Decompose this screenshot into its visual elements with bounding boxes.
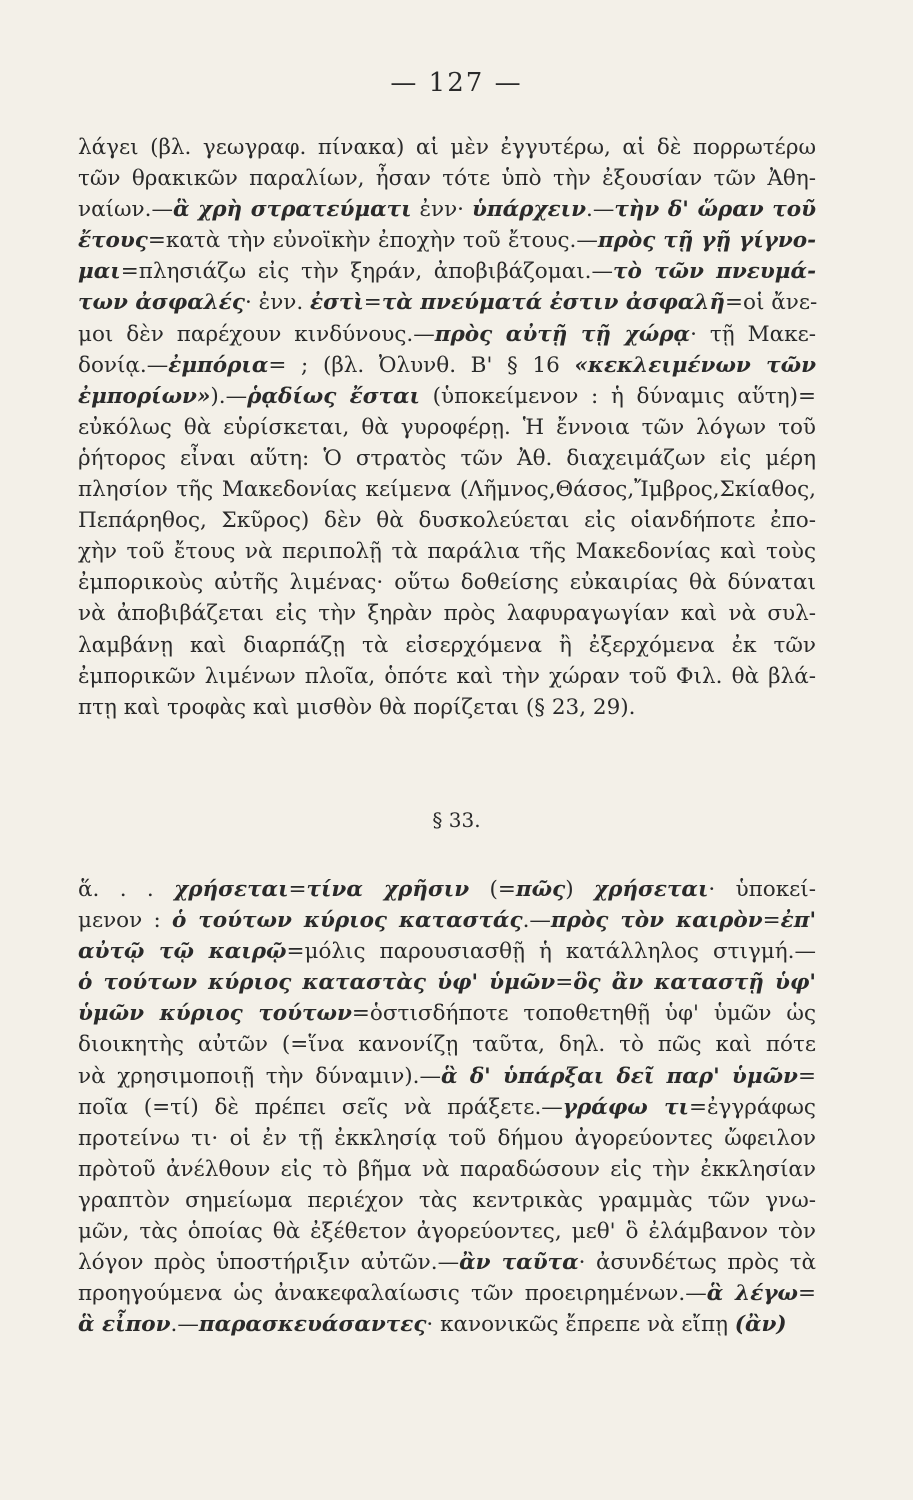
text-run: .— [170, 1312, 199, 1338]
lemma-term: (ἂν) [734, 1312, 787, 1338]
text-line [78, 598, 816, 629]
lemma-term: ἐστὶ [310, 290, 364, 316]
text-line [78, 381, 816, 412]
text-line [78, 967, 816, 998]
lemma-term: ἂν ταῦτα [459, 1250, 579, 1276]
lemma-term: των ἀσφαλές [78, 290, 245, 316]
commentary-paragraph-2 [78, 874, 816, 1340]
text-line [78, 256, 816, 287]
page-number: — 127 — [390, 68, 523, 98]
text-line [78, 474, 816, 505]
text-line [78, 874, 816, 905]
text-line [78, 998, 816, 1029]
text-run: .— [585, 197, 615, 223]
text-run: =πλησιάζω εἰς τὴν ξηράν, ἀποβιβάζομαι.— [120, 259, 614, 285]
text-line [78, 1154, 816, 1185]
text-run: · κανονικῶς ἔπρεπε νὰ εἴπῃ [426, 1312, 735, 1338]
text-line [78, 567, 816, 598]
lemma-term: πῶς [515, 877, 566, 902]
lemma-term: πρὸς τῇ γῇ γίγνο- [597, 228, 816, 254]
text-run: = ; (βλ. Ὀλυνθ. Β' § 16 [268, 352, 575, 378]
text-run: ἐμπορικῶν λιμένων πλοῖα, ὁπότε καὶ τὴν χώραν τοῦ Φιλ. θὰ βλά- [78, 663, 816, 689]
text-line [78, 1309, 816, 1340]
lemma-term: ὃς ἂν καταστῇ ὑφ' [573, 970, 816, 996]
text-line [78, 132, 816, 163]
text-run: χὴν τοῦ ἔτους νὰ περιπολῇ τὰ παράλια τῆς Μακεδονίας καὶ τοὺς [78, 539, 816, 565]
lemma-term: χρήσεται [593, 877, 709, 902]
text-run: = [798, 1281, 817, 1307]
text-run: = [363, 290, 382, 316]
text-run: ποῖα (=τί) δὲ πρέπει σεῖς νὰ πράξετε.— [78, 1094, 563, 1120]
text-run: = [555, 970, 574, 996]
lemma-term: ἃ χρὴ στρατεύματι [172, 197, 412, 223]
text-run: · ἀσυνδέτως πρὸς τὰ [578, 1250, 816, 1276]
text-run: ἐνν· [411, 197, 472, 223]
text-run: ).— [210, 383, 248, 409]
text-run: λάγει (βλ. γεωγραφ. πίνακα) αἱ μὲν ἐγγυτέρω, αἱ δὲ πορρωτέρω [78, 135, 816, 160]
text-line [78, 319, 816, 350]
text-line [78, 505, 816, 536]
text-run: ναίων.— [78, 197, 173, 223]
text-run: γραπτὸν σημείωμα περιέχον τὰς κεντρικὰς γραμμὰς τῶν γνω- [78, 1187, 816, 1213]
lemma-term: μαι [78, 259, 121, 285]
text-run: · ἐνν. [244, 290, 310, 316]
text-run: Πεπάρηθος, Σκῦρος) δὲν θὰ δυσκολεύεται εἰς οἱανδήποτε ἐπο- [78, 508, 816, 534]
text-run: διοικητὴς αὐτῶν (=ἵνα κανονίζῃ ταῦτα, δηλ. τὸ πῶς καὶ πότε [78, 1032, 816, 1058]
lemma-term: ὑπάρχειν [471, 197, 586, 223]
text-run: = [288, 877, 307, 902]
text-run: =ὁστισδήποτε τοποθετηθῇ ὑφ' ὑμῶν ὡς [351, 1001, 816, 1027]
lemma-term: τὴν δ' ὥραν τοῦ [614, 197, 816, 223]
text-line [78, 692, 816, 723]
text-run: πρὸτοῦ ἀνέλθουν εἰς τὸ βῆμα νὰ παραδώσουν εἰς τὴν ἐκκλησίαν [78, 1156, 816, 1182]
text-run: =οἱ ἄνε- [725, 290, 818, 316]
text-run: =μόλις παρουσιασθῇ ἡ κατάλληλος στιγμή.— [286, 939, 816, 965]
text-line [78, 536, 816, 567]
text-run: ἅ. . . [78, 877, 175, 902]
text-line [78, 905, 816, 936]
text-line [78, 163, 816, 194]
lemma-term: ἐπ' [780, 908, 817, 934]
text-run: ῥήτορος εἶναι αὕτη: Ὁ στρατὸς τῶν Ἀθ. διαχειμάζων εἰς μέρη [78, 445, 816, 471]
text-run: =ἐγγράφως [688, 1094, 816, 1120]
lemma-term: ἃ εἶπον [78, 1312, 171, 1338]
text-run: μενον : [78, 908, 173, 934]
lemma-term: πρὸς τὸν καιρὸν [550, 908, 763, 934]
commentary-paragraph-1 [78, 132, 816, 723]
text-line [78, 287, 816, 318]
lemma-term: ἃ λέγω [706, 1281, 798, 1307]
lemma-term: πρὸς αὐτῇ τῇ χώρᾳ [434, 321, 691, 347]
text-run: .— [522, 908, 551, 934]
text-line [78, 1216, 816, 1247]
lemma-term: ἐμπόρια [168, 352, 269, 378]
text-line [78, 661, 816, 692]
lemma-term: «κεκλειμένων τῶν [574, 352, 816, 378]
text-line [78, 1123, 816, 1154]
text-line [78, 1092, 816, 1123]
text-line [78, 350, 816, 381]
lemma-term: ἐμπορίων» [78, 383, 211, 409]
text-run: ) [565, 877, 594, 902]
text-run: προηγούμενα ὡς ἀνακεφαλαίωσις τῶν προειρημένων.— [78, 1281, 707, 1307]
text-run: (= [469, 877, 516, 902]
text-run: μοι δὲν παρέχουν κινδύνους.— [78, 321, 435, 347]
lemma-term: ἔτους [78, 228, 148, 254]
text-run: λόγον πρὸς ὑποστήριξιν αὐτῶν.— [78, 1250, 460, 1276]
lemma-term: χρήσεται [174, 877, 289, 902]
text-line [78, 1029, 816, 1060]
lemma-term: τὰ πνεύματά ἐστιν ἀσφαλῆ [381, 290, 726, 316]
text-line [78, 1247, 816, 1278]
text-run: τῶν θρακικῶν παραλίων, ἦσαν τότε ὑπὸ τὴν ἐξουσίαν τῶν Ἀθη- [78, 166, 816, 192]
text-run: · τῇ Μακε- [690, 321, 816, 347]
text-run: λαμβάνῃ καὶ διαρπάζῃ τὰ εἰσερχόμενα ἢ ἐξερχόμενα ἐκ τῶν [78, 632, 816, 658]
lemma-term: ὁ τούτων κύριος καταστάς [172, 908, 523, 934]
text-line [78, 936, 816, 967]
text-run: νὰ χρησιμοποιῇ τὴν δύναμιν).— [78, 1063, 442, 1089]
lemma-term: γράφω τι [562, 1094, 689, 1120]
lemma-term: τὸ τῶν πνευμά- [613, 259, 817, 285]
lemma-term: ἃ δ' ὑπάρξαι δεῖ παρ' ὑμῶν [441, 1063, 798, 1089]
text-line [78, 1185, 816, 1216]
text-run: πτῃ καὶ τροφὰς καὶ μισθὸν θὰ πορίζεται (§ 23, 29). [78, 694, 636, 720]
text-line [78, 443, 816, 474]
text-run: (ὑποκείμενον : ἡ δύναμις αὕτη)= [419, 383, 816, 409]
text-run: ἐμπορικοὺς αὐτῆς λιμένας· οὕτω δοθείσης εὐκαιρίας θὰ δύναται [78, 570, 816, 596]
text-run: εὐκόλως θὰ εὑρίσκεται, θὰ γυροφέρῃ. Ἡ ἔννοια τῶν λόγων τοῦ [78, 414, 816, 440]
text-run: = [762, 908, 781, 934]
lemma-term: παρασκευάσαντες [198, 1312, 427, 1338]
lemma-term: ὁ τούτων κύριος καταστὰς ὑφ' ὑμῶν [78, 970, 556, 996]
text-run: μῶν, τὰς ὁποίας θὰ ἐξέθετον ἀγορεύοντες, μεθ' ὃ ἐλάμβανον τὸν [78, 1219, 816, 1245]
text-run: νὰ ἀποβιβάζεται εἰς τὴν ξηρὰν πρὸς λαφυραγωγίαν καὶ νὰ συλ- [78, 601, 816, 627]
text-line [78, 1278, 816, 1309]
text-line [78, 412, 816, 443]
text-run: προτείνω τι· οἱ ἐν τῇ ἐκκλησίᾳ τοῦ δήμου ἀγορεύοντες ὤφειλον [78, 1125, 816, 1151]
text-run: =κατὰ τὴν εὐνοϊκὴν ἐποχὴν τοῦ ἔτους.— [147, 228, 598, 254]
text-run: · ὑποκεί- [708, 877, 816, 902]
text-line [78, 1061, 816, 1092]
text-line [78, 630, 816, 661]
text-line [78, 225, 816, 256]
lemma-term: αὐτῷ τῷ καιρῷ [78, 939, 287, 965]
text-run: δονίᾳ.— [78, 352, 169, 378]
text-run: πλησίον τῆς Μακεδονίας κείμενα (Λῆμνος,Θάσος,Ἴμβρος,Σκίαθος, [78, 477, 816, 503]
lemma-term: ῥᾳδίως ἔσται [247, 383, 420, 409]
text-line [78, 194, 816, 225]
lemma-term: τίνα χρῆσιν [306, 877, 470, 902]
lemma-term: ὑμῶν κύριος τούτων [78, 1001, 352, 1027]
section-heading: § 33. [432, 808, 481, 832]
text-run: = [797, 1063, 816, 1089]
